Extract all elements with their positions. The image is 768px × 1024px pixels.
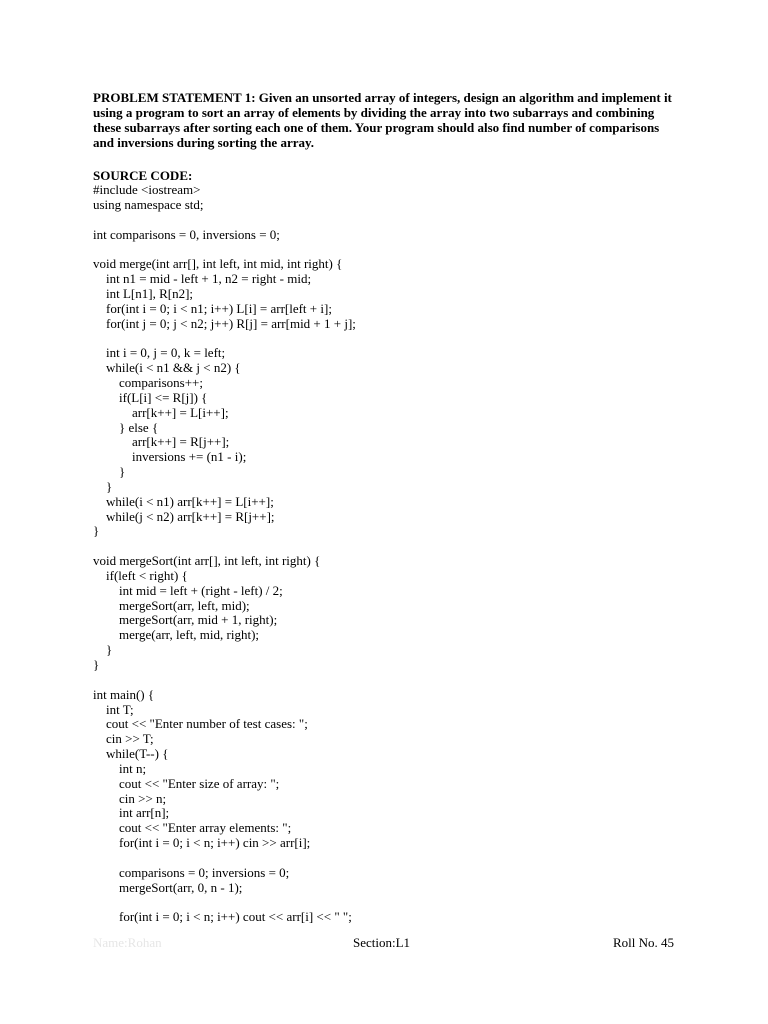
code-line: if(L[i] <= R[j]) {	[93, 389, 208, 405]
code-line: mergeSort(arr, mid + 1, right);	[93, 612, 278, 628]
code-line: for(int i = 0; i < n; i++) cout << arr[i] << " ";	[93, 909, 352, 925]
code-line: cout << "Enter number of test cases: ";	[93, 716, 308, 732]
code-line: for(int j = 0; j < n2; j++) R[j] = arr[mid + 1 + j];	[93, 315, 356, 331]
footer-name: Name:Rohan	[93, 935, 162, 950]
code-line: void merge(int arr[], int left, int mid, int right) {	[93, 256, 343, 272]
code-line: mergeSort(arr, 0, n - 1);	[93, 879, 243, 895]
code-line: inversions += (n1 - i);	[93, 449, 247, 465]
code-line: int i = 0, j = 0, k = left;	[93, 345, 226, 361]
code-line: int L[n1], R[n2];	[93, 285, 194, 301]
code-line: for(int i = 0; i < n1; i++) L[i] = arr[left + i];	[93, 300, 332, 316]
code-line: int comparisons = 0, inversions = 0;	[93, 226, 280, 242]
code-line: using namespace std;	[93, 196, 204, 212]
code-line: comparisons++;	[93, 374, 203, 390]
code-line: int main() {	[93, 686, 155, 702]
code-line: arr[k++] = R[j++];	[93, 434, 230, 450]
footer-section: Section:L1	[353, 935, 411, 950]
code-line: }	[93, 478, 113, 494]
source-code-heading: SOURCE CODE:	[93, 168, 193, 183]
code-line: cout << "Enter size of array: ";	[93, 775, 280, 791]
code-line: int arr[n];	[93, 805, 170, 821]
footer-roll-number: Roll No. 45	[612, 935, 674, 950]
code-line	[93, 242, 693, 257]
code-line: mergeSort(arr, left, mid);	[93, 597, 250, 613]
code-line: if(left < right) {	[93, 567, 188, 583]
code-line: }	[93, 657, 100, 672]
problem-statement-label: PROBLEM STATEMENT 1:	[93, 90, 256, 105]
code-line: }	[93, 464, 126, 480]
code-line: void mergeSort(int arr[], int left, int right) {	[93, 553, 321, 569]
code-line	[93, 213, 693, 228]
code-line: int T;	[93, 701, 134, 717]
code-line	[93, 331, 693, 346]
code-line: while(i < n1 && j < n2) {	[93, 360, 241, 376]
code-line: comparisons = 0; inversions = 0;	[93, 864, 290, 880]
code-line	[93, 851, 693, 866]
code-line	[93, 673, 693, 688]
source-code-block	[93, 183, 693, 925]
problem-statement	[93, 90, 683, 150]
code-line	[93, 539, 693, 554]
code-line: int n;	[93, 760, 147, 776]
code-line: cout << "Enter array elements: ";	[93, 820, 292, 836]
code-line: cin >> n;	[93, 790, 167, 806]
code-line: merge(arr, left, mid, right);	[93, 627, 260, 643]
code-line: #include <iostream>	[93, 182, 201, 197]
code-line: int mid = left + (right - left) / 2;	[93, 582, 283, 598]
code-line: }	[93, 642, 113, 658]
page-footer	[93, 934, 674, 952]
code-line: while(T--) {	[93, 746, 169, 762]
code-line: int n1 = mid - left + 1, n2 = right - mid;	[93, 271, 312, 287]
code-line: }	[93, 523, 100, 539]
code-line: arr[k++] = L[i++];	[93, 404, 229, 420]
code-line: } else {	[93, 419, 159, 435]
code-line: for(int i = 0; i < n; i++) cin >> arr[i];	[93, 835, 311, 851]
code-line: cin >> T;	[93, 731, 154, 747]
code-line: while(j < n2) arr[k++] = R[j++];	[93, 508, 275, 524]
code-line	[93, 896, 693, 911]
problem-statement-text: Given an unsorted array of integers, design an algorithm and implement it using a program to sort an array of elements by dividing the array into two subarrays and combining these subarrays after sorting each one of them. Your program should also find number of comparisons and inversions during sorting the array.	[93, 90, 672, 150]
code-line: while(i < n1) arr[k++] = L[i++];	[93, 493, 274, 509]
